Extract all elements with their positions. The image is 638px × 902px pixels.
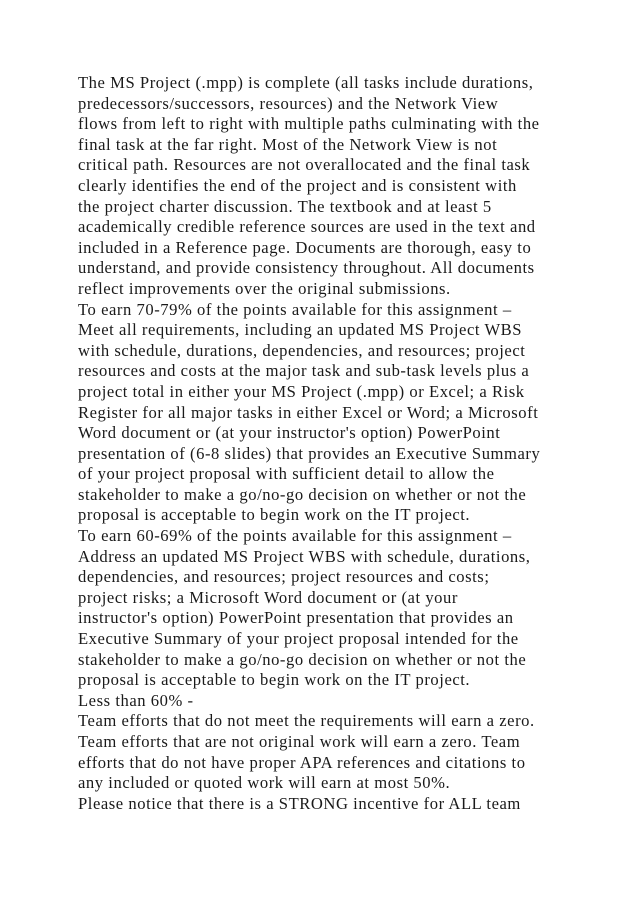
text-line: stakeholder to make a go/no-go decision on whether or not the: [78, 484, 527, 504]
text-line: final task at the far right. Most of the Network View is not: [78, 134, 498, 154]
text-line: Please notice that there is a STRONG incentive for ALL team: [78, 793, 521, 813]
text-line: reflect improvements over the original submissions.: [78, 278, 451, 298]
text-line: critical path. Resources are not overallocated and the final task: [78, 155, 531, 175]
text-line: Executive Summary of your project proposal intended for the: [78, 629, 519, 649]
document-body: [78, 73, 618, 814]
text-line: clearly identifies the end of the project and is consistent with: [78, 175, 517, 195]
text-line: presentation of (6-8 slides) that provides an Executive Summary: [78, 443, 541, 463]
text-line: predecessors/successors, resources) and the Network View: [78, 93, 499, 113]
text-line: with schedule, durations, dependencies, and resources; project: [78, 340, 526, 360]
text-line: of your project proposal with sufficient detail to allow the: [78, 464, 495, 484]
text-line: project total in either your MS Project (.mpp) or Excel; a Risk: [78, 381, 525, 401]
text-line: included in a Reference page. Documents are thorough, easy to: [78, 237, 532, 257]
text-line: instructor's option) PowerPoint presentation that provides an: [78, 608, 514, 628]
text-line: flows from left to right with multiple paths culminating with the: [78, 114, 540, 134]
text-line: Team efforts that do not meet the requirements will earn a zero.: [78, 711, 535, 731]
text-line: To earn 60-69% of the points available for this assignment –: [78, 526, 512, 546]
text-line: proposal is acceptable to begin work on the IT project.: [78, 505, 471, 525]
text-line: proposal is acceptable to begin work on the IT project.: [78, 670, 471, 690]
text-line: the project charter discussion. The textbook and at least 5: [78, 196, 492, 216]
text-line: Meet all requirements, including an updated MS Project WBS: [78, 320, 523, 340]
text-line: resources and costs at the major task and sub-task levels plus a: [78, 361, 530, 381]
text-line: understand, and provide consistency throughout. All documents: [78, 258, 535, 278]
text-line: Register for all major tasks in either Excel or Word; a Microsoft: [78, 402, 539, 422]
text-line: efforts that do not have proper APA references and citations to: [78, 752, 526, 772]
text-line: project risks; a Microsoft Word document or (at your: [78, 587, 458, 607]
text-line: academically credible reference sources are used in the text and: [78, 217, 536, 237]
text-line: Address an updated MS Project WBS with schedule, durations,: [78, 546, 531, 566]
text-line: any included or quoted work will earn at most 50%.: [78, 773, 451, 793]
text-line: stakeholder to make a go/no-go decision on whether or not the: [78, 649, 527, 669]
text-line: Less than 60% -: [78, 690, 194, 710]
text-line: To earn 70-79% of the points available for this assignment –: [78, 299, 512, 319]
text-line: dependencies, and resources; project resources and costs;: [78, 567, 490, 587]
text-line: Word document or (at your instructor's option) PowerPoint: [78, 423, 501, 443]
text-line: Team efforts that are not original work will earn a zero. Team: [78, 732, 521, 751]
text-line: The MS Project (.mpp) is complete (all tasks include durations,: [78, 73, 534, 92]
